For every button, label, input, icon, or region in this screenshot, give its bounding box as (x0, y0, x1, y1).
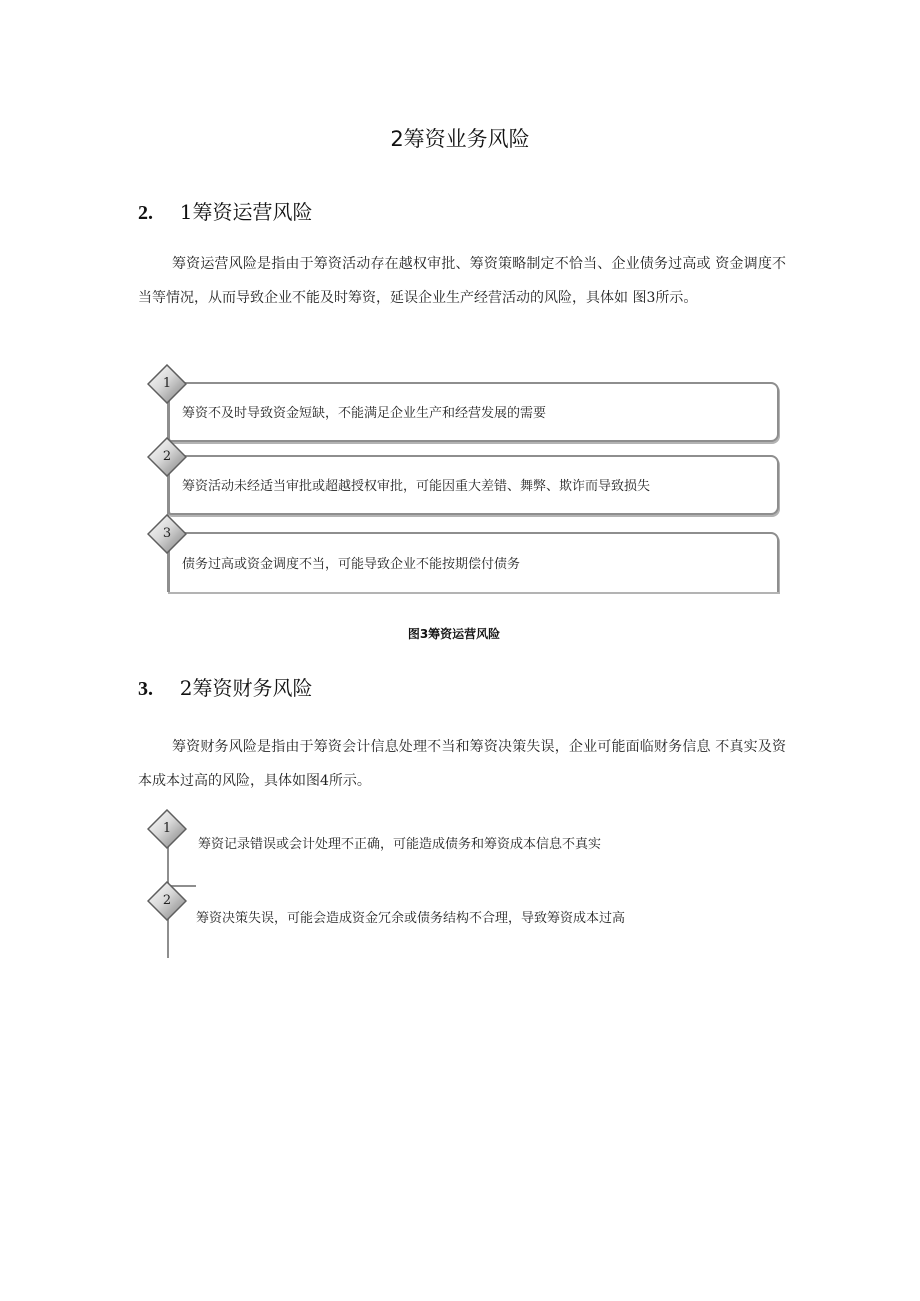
step-diamond-2 (147, 437, 187, 477)
step-number: 1 (162, 376, 172, 391)
step-number: 3 (162, 526, 172, 541)
step-diamond-3 (147, 514, 187, 554)
section-paragraph-1: 筹资运营风险是指由于筹资活动存在越权审批、筹资策略制定不恰当、企业债务过高或 资金调度不当等情况，从而导致企业不能及时筹资，延误企业生产经营活动的风险，具体如 图3所示。 (138, 256, 786, 306)
page-title: 2筹资业务风险 (390, 127, 530, 151)
step-diamond-1 (147, 809, 187, 849)
step-diamond-1 (147, 364, 187, 404)
step-number: 2 (162, 449, 172, 464)
risk-text-2: 筹资决策失误，可能会造成资金冗余或债务结构不合理，导致筹资成本过高 (196, 911, 626, 926)
step-diamond-2 (147, 881, 187, 921)
risk-text-2: 筹资活动未经适当审批或超越授权审批，可能因重大差错、舞弊、欺诈而导致损失 (182, 479, 651, 494)
risk-text-3: 债务过高或资金调度不当，可能导致企业不能按期偿付债务 (182, 557, 521, 572)
section-title: 2筹资财务风险 (179, 676, 313, 700)
figure-caption: 图3筹资运营风险 (407, 627, 501, 641)
step-number: 2 (162, 893, 172, 908)
risk-text-1: 筹资不及时导致资金短缺，不能满足企业生产和经营发展的需要 (182, 406, 547, 421)
risk-text-1: 筹资记录错误或会计处理不正确，可能造成债务和筹资成本信息不真实 (198, 837, 602, 852)
section-number: 3. (138, 678, 153, 700)
section-paragraph-2: 筹资财务风险是指由于筹资会计信息处理不当和筹资决策失误，企业可能面临财务信息 不真实及资本成本过高的风险，具体如图4所示。 (138, 739, 786, 789)
section-number: 2. (138, 202, 153, 224)
step-number: 1 (162, 821, 172, 836)
section-title: 1筹资运营风险 (179, 200, 313, 224)
section-heading-2 (138, 672, 312, 701)
section-heading-1 (138, 196, 312, 225)
